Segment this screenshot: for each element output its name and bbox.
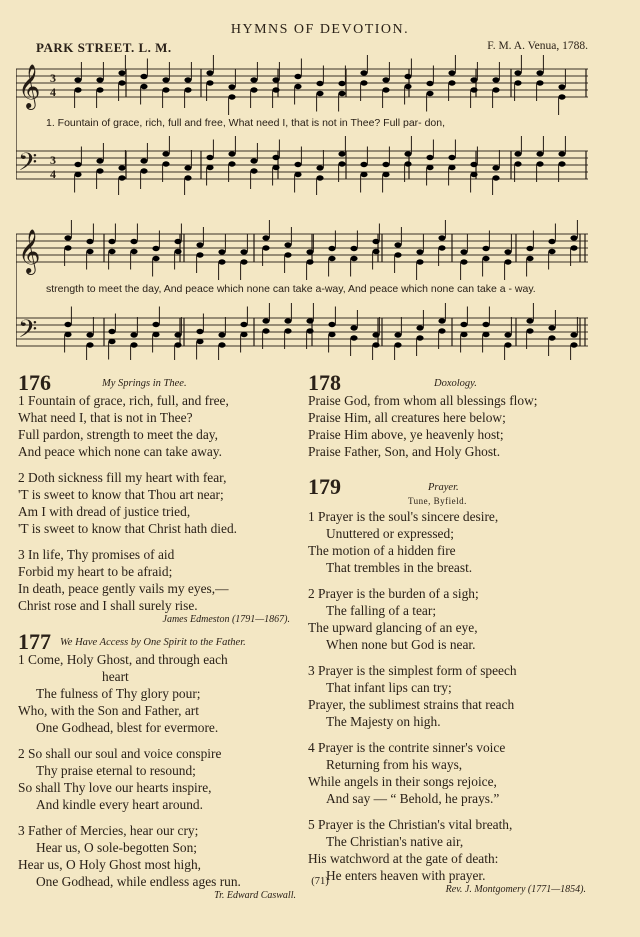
- note-head: [130, 342, 137, 347]
- hymn-176-stanza-3: [18, 546, 300, 614]
- verse-line: 3 In life, Thy promises of aid: [18, 547, 175, 562]
- note-head: [316, 81, 323, 86]
- note-head: [196, 329, 203, 334]
- verse-line: Praise Him above, ye heavenly host;: [308, 427, 504, 442]
- note-head: [152, 256, 159, 261]
- note-head: [504, 342, 511, 347]
- notes-treble-2: [64, 220, 577, 280]
- note-head: [372, 239, 379, 244]
- lyrics-line-1: 1. Fountain of grace, rich, full and free, What need I, that is not in Thee? Full par- don,: [46, 117, 446, 129]
- note-head: [162, 151, 169, 156]
- note-head: [328, 246, 335, 251]
- note-head: [152, 322, 159, 327]
- note-head: [338, 161, 345, 166]
- note-head: [228, 84, 235, 89]
- note-head: [438, 328, 445, 333]
- note-head: [218, 332, 225, 337]
- note-head: [272, 165, 279, 170]
- note-head: [262, 328, 269, 333]
- note-head: [558, 161, 565, 166]
- note-head: [74, 87, 81, 92]
- verse-line: 1 Come, Holy Ghost, and through each: [18, 652, 228, 667]
- note-head: [504, 249, 511, 254]
- note-head: [350, 256, 357, 261]
- running-title: HYMNS OF DEVOTION.: [230, 22, 410, 37]
- verse-line: And kindle every heart around.: [36, 797, 203, 812]
- note-head: [526, 256, 533, 261]
- note-head: [536, 151, 543, 156]
- note-head: [140, 168, 147, 173]
- note-head: [218, 342, 225, 347]
- verse-line: Thy praise eternal to resound;: [36, 763, 196, 778]
- note-head: [416, 259, 423, 264]
- bass-clef-icon: 𝄢: [18, 316, 38, 349]
- note-head: [482, 332, 489, 337]
- note-head: [272, 155, 279, 160]
- hymn-179-heading: [308, 474, 608, 508]
- note-head: [284, 318, 291, 323]
- note-head: [548, 325, 555, 330]
- right-column: [308, 370, 608, 895]
- note-head: [394, 332, 401, 337]
- note-head: [426, 91, 433, 96]
- note-head: [426, 155, 433, 160]
- time-signature-icon: 3: [50, 71, 56, 85]
- note-head: [86, 332, 93, 337]
- verse-line: Forbid my heart to be afraid;: [18, 564, 173, 579]
- note-head: [96, 87, 103, 92]
- hymn-179-stanza-1: [308, 508, 608, 576]
- verse-line: Am I with dread of justice tried,: [18, 504, 191, 519]
- note-head: [162, 161, 169, 166]
- note-head: [570, 245, 577, 250]
- note-head: [570, 332, 577, 337]
- hymn-176-stanza-2: [18, 469, 300, 537]
- note-head: [382, 172, 389, 177]
- treble-staff-2: [16, 234, 588, 262]
- note-head: [196, 242, 203, 247]
- hymn-177-stanza-1: [18, 651, 300, 736]
- verse-line: 1 Fountain of grace, rich, full, and free,: [18, 393, 229, 408]
- hymn-179-stanza-2: [308, 585, 608, 653]
- time-signature-icon: 3: [50, 153, 56, 167]
- verse-line: 1 Prayer is the soul's sincere desire,: [308, 509, 499, 524]
- note-head: [262, 318, 269, 323]
- note-head: [350, 246, 357, 251]
- note-head: [228, 151, 235, 156]
- note-head: [350, 325, 357, 330]
- note-head: [482, 256, 489, 261]
- left-column: [18, 370, 300, 901]
- hymn-178-stanza-1: [308, 392, 608, 460]
- note-head: [504, 259, 511, 264]
- note-head: [130, 332, 137, 337]
- verse-line: Praise Him, all creatures here below;: [308, 410, 506, 425]
- notes-bass-1: [74, 136, 565, 195]
- note-head: [306, 328, 313, 333]
- note-head: [514, 161, 521, 166]
- verse-line: And say — “ Behold, he prays.”: [326, 791, 500, 806]
- note-head: [438, 245, 445, 250]
- verse-line: The fulness of Thy glory pour;: [36, 686, 201, 701]
- bass-staff-1: [16, 151, 588, 179]
- note-head: [140, 74, 147, 79]
- note-head: [526, 318, 533, 323]
- note-head: [492, 77, 499, 82]
- verse-line: In death, peace gently vails my eyes,—: [18, 581, 229, 596]
- note-head: [460, 322, 467, 327]
- verse-line: Returning from his ways,: [326, 757, 463, 772]
- tune-reference: Tune, Byfield.: [408, 496, 467, 506]
- hymn-179-stanza-4: [308, 739, 608, 807]
- note-head: [294, 84, 301, 89]
- tune-name: PARK STREET. L. M.: [36, 40, 172, 55]
- hymn-177-stanza-2: [18, 745, 300, 813]
- verse-line: He enters heaven with prayer.: [326, 868, 486, 883]
- note-head: [108, 329, 115, 334]
- note-head: [272, 77, 279, 82]
- note-head: [162, 77, 169, 82]
- note-head: [108, 239, 115, 244]
- notes-treble-1: [74, 55, 565, 115]
- note-head: [64, 322, 71, 327]
- verse-line: His watchword at the gate of death:: [308, 851, 499, 866]
- verse-line: 5 Prayer is the Christian's vital breath,: [308, 817, 513, 832]
- note-head: [548, 249, 555, 254]
- verse-line: Praise God, from whom all blessings flow;: [308, 393, 538, 408]
- note-head: [262, 235, 269, 240]
- note-head: [240, 332, 247, 337]
- composer: F. M. A. Venua, 1788.: [487, 40, 588, 52]
- note-head: [404, 74, 411, 79]
- note-head: [294, 162, 301, 167]
- note-head: [360, 172, 367, 177]
- verse-line: 3 Prayer is the simplest form of speech: [308, 663, 517, 678]
- note-head: [152, 246, 159, 251]
- note-head: [316, 91, 323, 96]
- note-head: [218, 259, 225, 264]
- verse-line: The Majesty on high.: [326, 714, 441, 729]
- verse-line: 2 Prayer is the burden of a sigh;: [308, 586, 479, 601]
- note-head: [526, 246, 533, 251]
- verse-line: Who, with the Son and Father, art: [18, 703, 199, 718]
- verse-line: The falling of a tear;: [326, 603, 437, 618]
- note-head: [228, 94, 235, 99]
- note-head: [514, 80, 521, 85]
- note-head: [328, 256, 335, 261]
- note-head: [460, 249, 467, 254]
- hymn-179-attribution: Rev. J. Montgomery (1771—1854).: [445, 884, 586, 895]
- note-head: [184, 77, 191, 82]
- note-head: [416, 249, 423, 254]
- verse-line: The motion of a hidden fire: [308, 543, 456, 558]
- note-head: [174, 342, 181, 347]
- note-head: [328, 322, 335, 327]
- note-head: [206, 70, 213, 75]
- note-head: [272, 87, 279, 92]
- hymn-title: Prayer.: [428, 482, 459, 493]
- hymn-number: 179: [308, 474, 341, 499]
- note-head: [328, 332, 335, 337]
- note-head: [570, 235, 577, 240]
- note-head: [514, 70, 521, 75]
- note-head: [294, 74, 301, 79]
- verse-line: The upward glancing of an eye,: [308, 620, 478, 635]
- verse-line: When none but God is near.: [326, 637, 476, 652]
- note-head: [372, 332, 379, 337]
- note-head: [338, 81, 345, 86]
- note-head: [404, 84, 411, 89]
- note-head: [536, 161, 543, 166]
- hymn-177-attribution: Tr. Edward Caswall.: [214, 890, 296, 901]
- treble-staff-1: [16, 69, 588, 97]
- note-head: [404, 161, 411, 166]
- note-head: [470, 77, 477, 82]
- note-head: [284, 242, 291, 247]
- verse-line: 'T is sweet to know that Thou art near;: [18, 487, 224, 502]
- note-head: [118, 165, 125, 170]
- verse-line: While angels in their songs rejoice,: [308, 774, 497, 789]
- note-head: [448, 70, 455, 75]
- note-head: [372, 342, 379, 347]
- verse-line: So shall Thy love our hearts inspire,: [18, 780, 212, 795]
- verse-line: 2 So shall our soul and voice conspire: [18, 746, 222, 761]
- note-head: [174, 249, 181, 254]
- note-head: [448, 165, 455, 170]
- note-head: [460, 259, 467, 264]
- note-head: [108, 339, 115, 344]
- note-head: [294, 172, 301, 177]
- note-head: [394, 342, 401, 347]
- note-head: [96, 77, 103, 82]
- hymn-title: My Springs in Thee.: [102, 378, 187, 389]
- verse-line: Praise Father, Son, and Holy Ghost.: [308, 444, 501, 459]
- note-head: [504, 332, 511, 337]
- note-head: [514, 151, 521, 156]
- note-head: [284, 252, 291, 257]
- verse-line: That infant lips can try;: [326, 680, 452, 695]
- note-head: [118, 70, 125, 75]
- note-head: [394, 252, 401, 257]
- verse-line: 4 Prayer is the contrite sinner's voice: [308, 740, 506, 755]
- verse-line: That trembles in the breast.: [326, 560, 473, 575]
- note-head: [130, 239, 137, 244]
- note-head: [548, 239, 555, 244]
- note-head: [184, 165, 191, 170]
- hymn-title: We Have Access by One Spirit to the Father.: [60, 637, 246, 648]
- note-head: [316, 165, 323, 170]
- hymn-number: 178: [308, 370, 341, 395]
- note-head: [64, 332, 71, 337]
- note-head: [338, 91, 345, 96]
- note-head: [416, 325, 423, 330]
- note-head: [338, 151, 345, 156]
- verse-line: The Christian's native air,: [326, 834, 464, 849]
- note-head: [492, 87, 499, 92]
- note-head: [404, 151, 411, 156]
- notes-bass-2: [64, 303, 577, 360]
- note-head: [262, 245, 269, 250]
- time-signature-icon: 4: [50, 167, 56, 181]
- note-head: [360, 70, 367, 75]
- note-head: [96, 158, 103, 163]
- note-head: [240, 259, 247, 264]
- verse-line: Hear us, O Holy Ghost most high,: [18, 857, 201, 872]
- note-head: [196, 252, 203, 257]
- treble-clef-icon: 𝄞: [18, 66, 41, 108]
- note-head: [306, 318, 313, 323]
- note-head: [470, 162, 477, 167]
- note-head: [350, 335, 357, 340]
- note-head: [96, 168, 103, 173]
- page-number: (71): [311, 876, 329, 887]
- note-head: [240, 322, 247, 327]
- note-head: [382, 77, 389, 82]
- note-head: [382, 162, 389, 167]
- verse-line: One Godhead, blest for evermore.: [36, 720, 219, 735]
- verse-line: What need I, that is not in Thee?: [18, 410, 193, 425]
- verse-line: And peace which none can take away.: [18, 444, 222, 459]
- note-head: [140, 84, 147, 89]
- note-head: [426, 81, 433, 86]
- verse-line: Hear us, O sole-begotten Son;: [36, 840, 198, 855]
- note-head: [240, 249, 247, 254]
- note-head: [536, 80, 543, 85]
- note-head: [86, 342, 93, 347]
- note-head: [482, 246, 489, 251]
- note-head: [548, 335, 555, 340]
- verse-line: 3 Father of Mercies, hear our cry;: [18, 823, 199, 838]
- note-head: [382, 87, 389, 92]
- note-head: [416, 335, 423, 340]
- note-head: [74, 162, 81, 167]
- note-head: [250, 158, 257, 163]
- note-head: [526, 328, 533, 333]
- note-head: [360, 162, 367, 167]
- note-head: [86, 249, 93, 254]
- verse-line: Full pardon, strength to meet the day,: [18, 427, 218, 442]
- note-head: [360, 80, 367, 85]
- note-head: [306, 259, 313, 264]
- note-head: [284, 328, 291, 333]
- hymn-176-attribution: James Edmeston (1791—1867).: [162, 614, 290, 625]
- note-head: [558, 94, 565, 99]
- note-head: [196, 339, 203, 344]
- note-head: [118, 175, 125, 180]
- note-head: [306, 249, 313, 254]
- note-head: [536, 70, 543, 75]
- note-head: [86, 239, 93, 244]
- note-head: [250, 77, 257, 82]
- note-head: [206, 155, 213, 160]
- time-signature-icon: 4: [50, 85, 56, 99]
- note-head: [394, 242, 401, 247]
- note-head: [74, 172, 81, 177]
- note-head: [426, 165, 433, 170]
- note-head: [558, 151, 565, 156]
- verse-line: Prayer, the sublimest strains that reach: [308, 697, 515, 712]
- note-head: [482, 322, 489, 327]
- hymn-177-heading: [18, 629, 300, 654]
- verse-line: One Godhead, while endless ages run.: [36, 874, 241, 889]
- note-head: [492, 175, 499, 180]
- hymn-178-heading: [308, 370, 608, 395]
- note-head: [448, 155, 455, 160]
- note-head: [140, 158, 147, 163]
- note-head: [118, 80, 125, 85]
- hymn-176-heading: [18, 370, 300, 395]
- hymn-176-stanza-1: [18, 392, 300, 460]
- note-head: [64, 245, 71, 250]
- note-head: [74, 77, 81, 82]
- bass-staff-2: [16, 318, 588, 346]
- note-head: [174, 239, 181, 244]
- note-head: [206, 165, 213, 170]
- bass-clef-icon: 𝄢: [18, 149, 38, 182]
- hymn-title: Doxology.: [434, 378, 477, 389]
- note-head: [438, 235, 445, 240]
- hymn-number: 176: [18, 370, 51, 395]
- note-head: [184, 87, 191, 92]
- note-head: [448, 80, 455, 85]
- note-head: [316, 175, 323, 180]
- verse-line: Christ rose and I shall surely rise.: [18, 598, 198, 613]
- note-head: [570, 342, 577, 347]
- note-head: [64, 235, 71, 240]
- note-head: [250, 87, 257, 92]
- hymn-179-stanza-5: [308, 816, 608, 884]
- note-head: [438, 318, 445, 323]
- hymn-number: 177: [18, 629, 51, 654]
- note-head: [152, 332, 159, 337]
- note-head: [228, 161, 235, 166]
- note-head: [162, 87, 169, 92]
- lyrics-line-2: strength to meet the day, And peace which none can take a-way, And peace which none can take a - way.: [46, 283, 536, 295]
- note-head: [460, 332, 467, 337]
- note-head: [470, 87, 477, 92]
- hymn-179-stanza-3: [308, 662, 608, 730]
- note-head: [174, 332, 181, 337]
- note-head: [372, 249, 379, 254]
- verse-line: 'T is sweet to know that Christ hath died.: [18, 521, 237, 536]
- note-head: [130, 249, 137, 254]
- note-head: [558, 84, 565, 89]
- note-head: [108, 249, 115, 254]
- note-head: [250, 168, 257, 173]
- note-head: [206, 80, 213, 85]
- verse-line: heart: [102, 669, 129, 684]
- note-head: [218, 249, 225, 254]
- note-head: [184, 175, 191, 180]
- verse-line: 2 Doth sickness fill my heart with fear,: [18, 470, 227, 485]
- treble-clef-icon: 𝄞: [18, 231, 41, 273]
- verse-line: Unuttered or expressed;: [326, 526, 454, 541]
- note-head: [492, 165, 499, 170]
- note-head: [470, 172, 477, 177]
